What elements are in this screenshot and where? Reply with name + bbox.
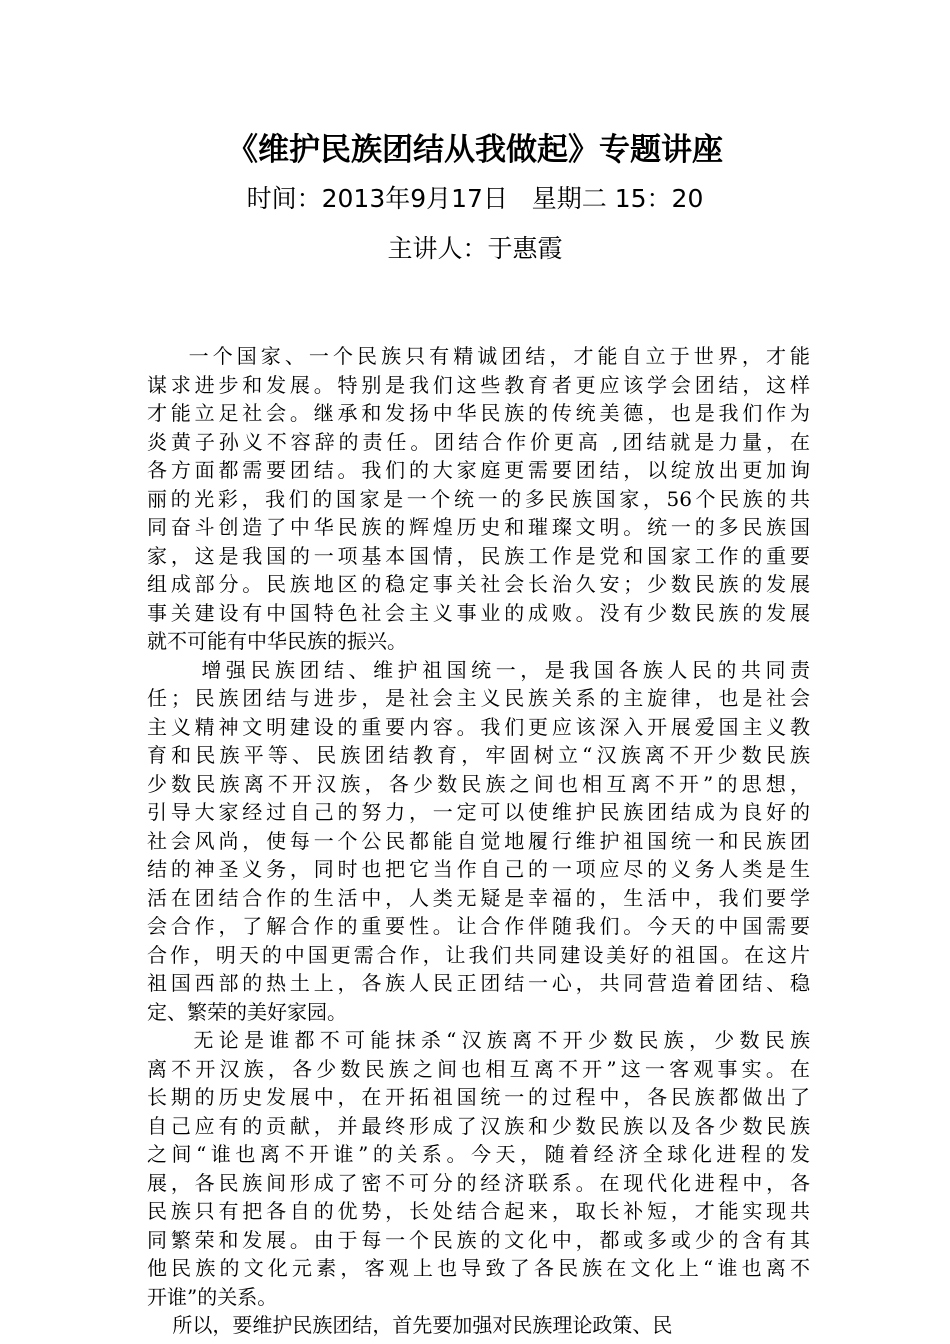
- lecture-time: 时间：2013年9月17日 星期二 15：20: [246, 184, 704, 213]
- lecture-body: [147, 342, 810, 1340]
- body-line: 增强民族团结、维护祖国统一，是我国各族人民的共同责: [147, 657, 810, 682]
- body-line: 同奋斗创造了中华民族的辉煌历史和璀璨文明。统一的多民族国: [147, 515, 810, 539]
- body-line: 会合作，了解合作的重要性。让合作伴随我们。今天的中国需要: [147, 914, 810, 938]
- body-line: 合作，明天的中国更需合作，让我们共同建设美好的祖国。在这片: [147, 942, 810, 967]
- body-line: 一个国家、一个民族只有精诚团结，才能自立于世界，才能: [147, 344, 810, 368]
- body-line: 才能立足社会。继承和发扬中华民族的传统美德，也是我们作为: [147, 401, 810, 425]
- body-line: 家，这是我国的一项基本国情，民族工作是党和国家工作的重要: [147, 543, 810, 568]
- body-line: 无论是谁都不可能抹杀“汉族离不开少数民族，少数民族: [147, 1028, 810, 1052]
- body-line: 之间“谁也离不开谁”的关系。今天，随着经济全球化进程的发: [147, 1142, 810, 1166]
- body-line: 他民族的文化元素，客观上也导致了各民族在文化上“谁也离不: [147, 1256, 810, 1280]
- body-line: 定、繁荣的美好家园。: [147, 999, 347, 1024]
- body-line: 长期的历史发展中，在开拓祖国统一的过程中，各民族都做出了: [147, 1085, 810, 1109]
- body-line: 祖国西部的热土上，各族人民正团结一心，共同营造着团结、稳: [147, 971, 810, 995]
- body-line: 自己应有的贡献，并最终形成了汉族和少数民族以及各少数民族: [147, 1113, 810, 1138]
- body-line: 民族只有把各自的优势，长处结合起来，取长补短，才能实现共: [147, 1199, 810, 1223]
- body-line: 开谁”的关系。: [147, 1284, 278, 1309]
- body-line: 就不可能有中华民族的振兴。: [147, 629, 407, 653]
- body-line: 组成部分。民族地区的稳定事关社会长治久安；少数民族的发展: [147, 572, 810, 596]
- body-line: 同繁荣和发展。由于每一个民族的文化中，都或多或少的含有其: [147, 1227, 810, 1252]
- body-line: 离不开汉族，各少数民族之间也相互离不开”这一客观事实。在: [147, 1056, 810, 1081]
- body-line: 谋求进步和发展。特别是我们这些教育者更应该学会团结，这样: [147, 372, 810, 397]
- lecture-speaker: 主讲人：于惠霞: [387, 234, 563, 263]
- body-line: 活在团结合作的生活中，人类无疑是幸福的，生活中，我们要学: [147, 885, 810, 910]
- body-line: 主义精神文明建设的重要内容。我们更应该深入开展爱国主义教: [147, 714, 810, 739]
- body-line: 任；民族团结与进步，是社会主义民族关系的主旋律，也是社会: [147, 686, 810, 710]
- body-line: 事关建设有中国特色社会主义事业的成败。没有少数民族的发展: [147, 600, 810, 625]
- body-line: 所以，要维护民族团结，首先要加强对民族理论政策、民: [147, 1313, 673, 1337]
- body-line: 引导大家经过自己的努力，一定可以使维护民族团结成为良好的: [147, 800, 810, 824]
- body-line: 育和民族平等、民族团结教育，牢固树立“汉族离不开少数民族: [147, 743, 810, 767]
- body-line: 丽的光彩，我们的国家是一个统一的多民族国家，56个民族的共: [147, 486, 810, 511]
- body-line: 结的神圣义务，同时也把它当作自己的一项应尽的义务人类是生: [147, 857, 810, 881]
- body-line: 展，各民族间形成了密不可分的经济联系。在现代化进程中，各: [147, 1170, 810, 1195]
- lecture-title: 《维护民族团结从我做起》专题讲座: [227, 132, 723, 168]
- body-line: 少数民族离不开汉族，各少数民族之间也相互离不开”的思想，: [147, 771, 810, 796]
- body-line: 各方面都需要团结。我们的大家庭更需要团结，以绽放出更加询: [147, 458, 810, 482]
- body-line: 炎黄子孙义不容辞的责任。团结合作价更高 ,团结就是力量，在: [147, 429, 810, 454]
- body-line: 社会风尚，使每一个公民都能自觉地履行维护祖国统一和民族团: [147, 828, 810, 853]
